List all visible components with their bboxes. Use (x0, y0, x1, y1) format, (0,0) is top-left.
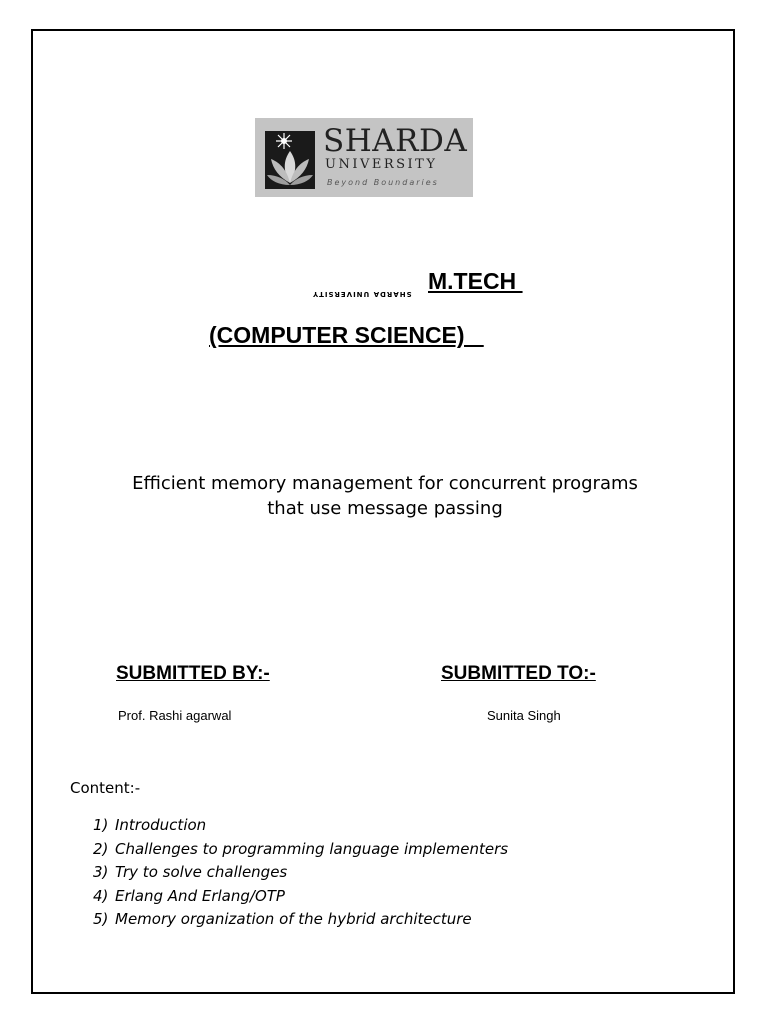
content-heading: Content:- (70, 779, 141, 797)
document-title (40, 471, 730, 521)
list-item: 1) Introduction (93, 816, 207, 834)
submitted-by-name: Prof. Rashi agarwal (118, 708, 232, 723)
logo-wordmark: SHARDA (323, 123, 468, 159)
logo-tagline: Beyond Boundaries (327, 178, 439, 187)
list-item: 5) Memory organization of the hybrid architecture (93, 910, 472, 929)
submitted-by-label: SUBMITTED BY:- (116, 663, 270, 684)
lotus-emblem-icon (265, 131, 315, 189)
university-logo (255, 118, 473, 197)
title-line-2: that use message passing (267, 498, 503, 519)
logo-subtitle: UNIVERSITY (325, 157, 438, 172)
department-heading: (COMPUTER SCIENCE) (209, 322, 484, 348)
degree-heading: M.TECH (428, 268, 523, 294)
contents-list (93, 814, 508, 932)
list-item: 4) Erlang And Erlang/OTP (93, 886, 285, 905)
list-item: 3) Try to solve challenges (93, 863, 288, 882)
inverted-logo-text: SHARDA UNIVERSITY (312, 290, 412, 298)
submitted-to-label: SUBMITTED TO:- (441, 663, 596, 684)
submitted-to-name: Sunita Singh (487, 708, 561, 723)
list-item: 2) Challenges to programming language implementers (93, 839, 509, 858)
title-line-1: Efficient memory management for concurrent programs (132, 473, 638, 494)
